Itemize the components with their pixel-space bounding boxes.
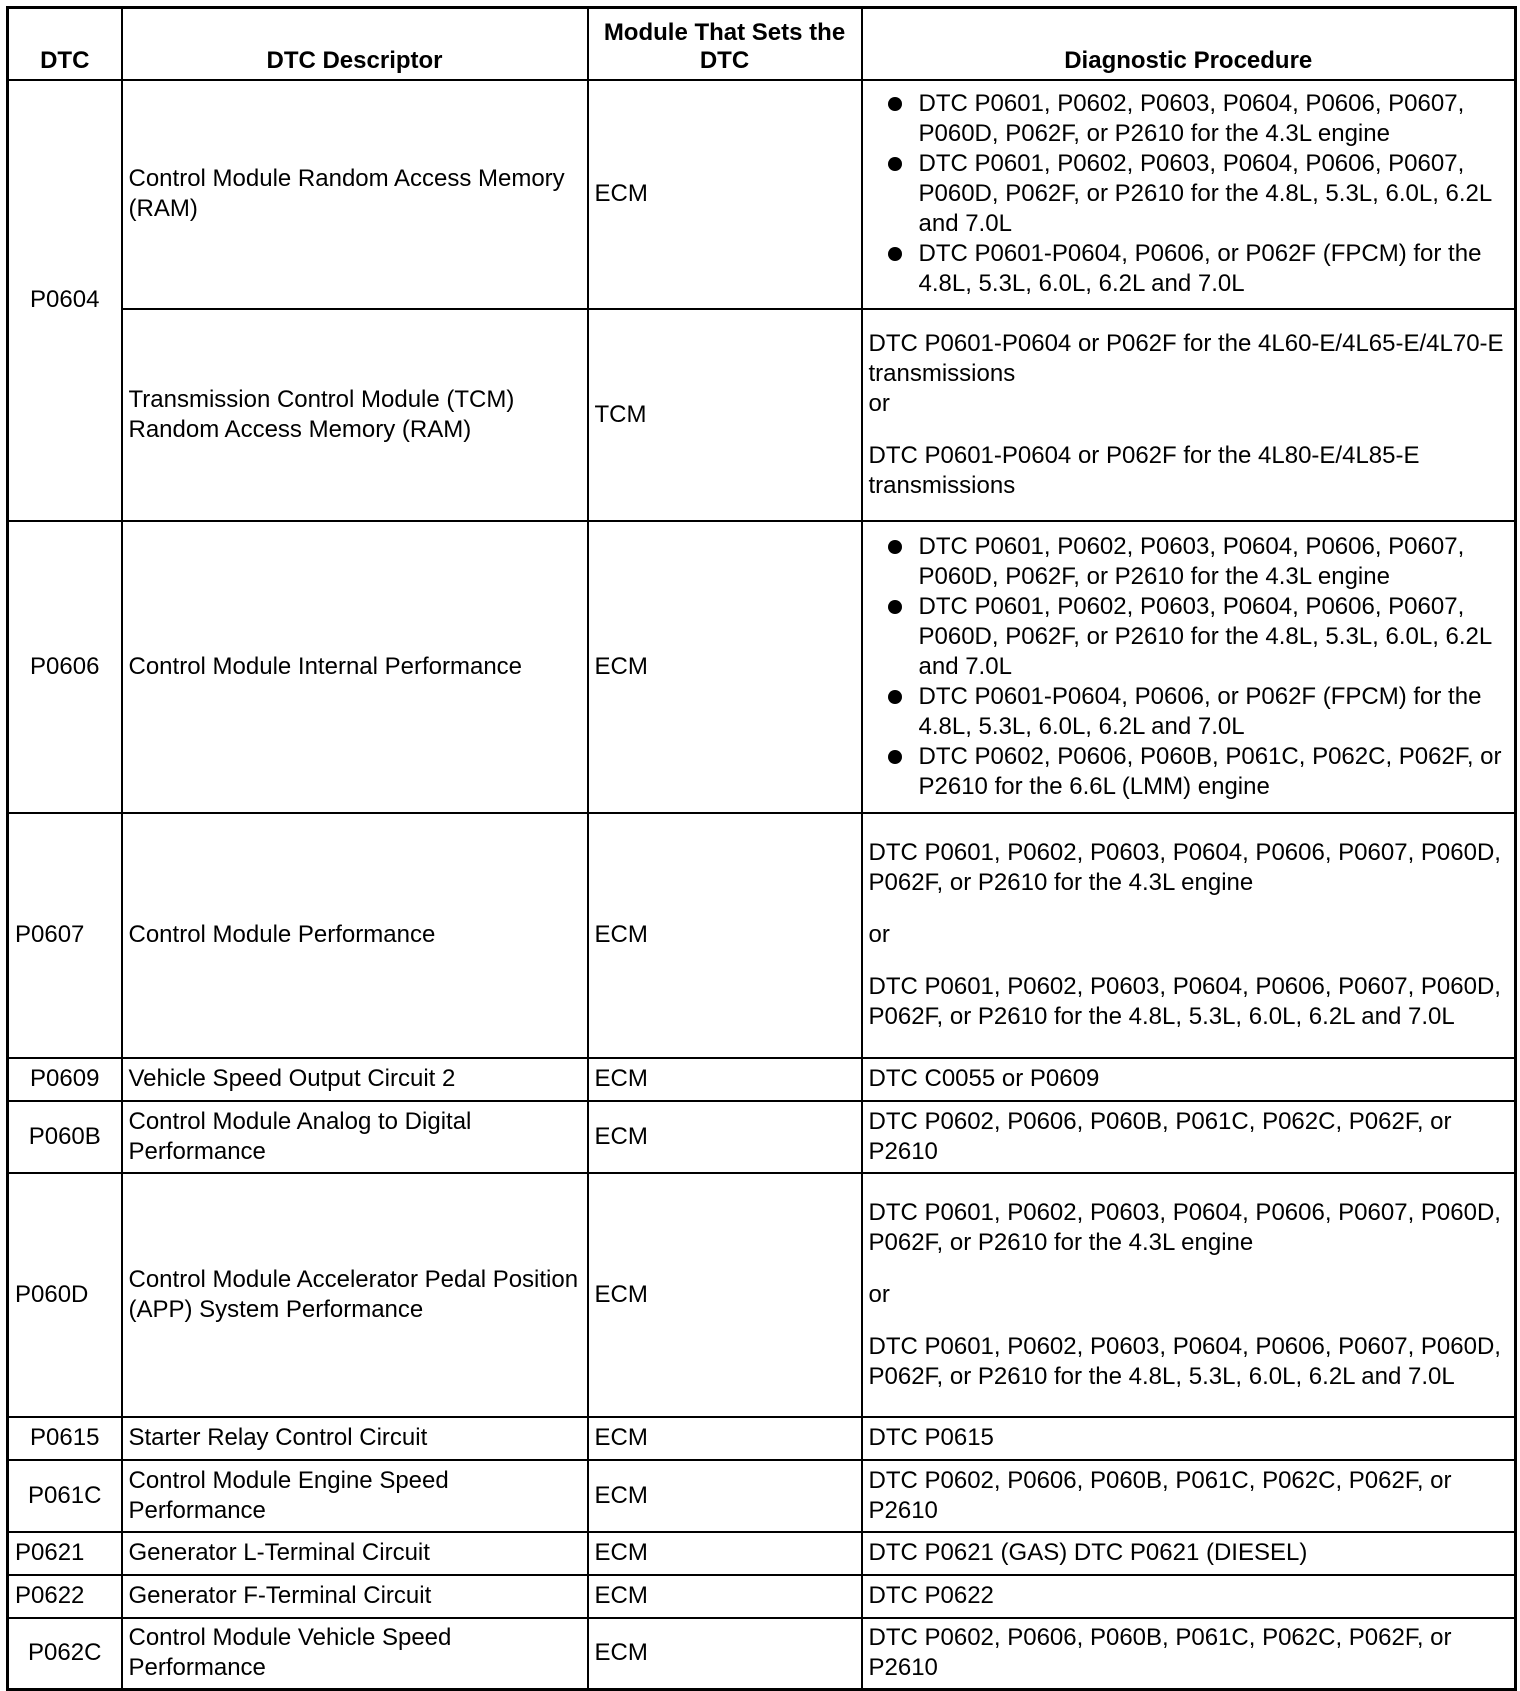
dtc-code: P0606: [8, 521, 122, 813]
procedure-or: or: [868, 1280, 890, 1308]
table-row: [8, 1173, 1516, 1417]
dtc-module: ECM: [588, 1460, 862, 1532]
table-row: [8, 1575, 1516, 1618]
dtc-code: P0604: [8, 80, 122, 521]
dtc-module: ECM: [588, 813, 862, 1058]
dtc-descriptor: Control Module Internal Performance: [122, 521, 588, 813]
dtc-code: P061C: [8, 1460, 122, 1532]
dtc-descriptor: Transmission Control Module (TCM) Random Access Memory (RAM): [122, 309, 588, 521]
table-row: [8, 1058, 1516, 1101]
procedure-or: or: [868, 389, 890, 417]
dtc-module: ECM: [588, 521, 862, 813]
diagnostic-procedure: DTC P0602, P0606, P060B, P061C, P062C, P062F, or P2610: [862, 1460, 1516, 1532]
dtc-descriptor: Control Module Vehicle Speed Performance: [122, 1618, 588, 1690]
diagnostic-procedure: [862, 1173, 1516, 1417]
procedure-text: DTC P0601, P0602, P0603, P0604, P0606, P0607, P060D, P062F, or P2610 for the 4.8L, 5.3L, 6.0L, 6.2L and 7.0L: [868, 973, 1501, 1030]
dtc-descriptor: Starter Relay Control Circuit: [122, 1417, 588, 1460]
table-row: [8, 80, 1516, 309]
dtc-code: P060B: [8, 1101, 122, 1173]
procedure-bullet: DTC P0601, P0602, P0603, P0604, P0606, P0607, P060D, P062F, or P2610 for the 4.3L engine: [919, 89, 1509, 149]
dtc-code: P0607: [8, 813, 122, 1058]
procedure-bullet: DTC P0601-P0604, P0606, or P062F (FPCM) for the 4.8L, 5.3L, 6.0L, 6.2L and 7.0L: [919, 239, 1509, 299]
diagnostic-procedure: DTC P0622: [862, 1575, 1516, 1618]
dtc-code: P0621: [8, 1532, 122, 1575]
procedure-text: DTC P0601, P0602, P0603, P0604, P0606, P0607, P060D, P062F, or P2610 for the 4.3L engine: [868, 839, 1501, 896]
dtc-descriptor: Control Module Analog to Digital Performance: [122, 1101, 588, 1173]
table-row: [8, 1618, 1516, 1690]
dtc-module: ECM: [588, 1575, 862, 1618]
diagnostic-procedure: [862, 813, 1516, 1058]
dtc-module: ECM: [588, 1532, 862, 1575]
diagnostic-procedure: [862, 309, 1516, 521]
procedure-bullet: DTC P0601, P0602, P0603, P0604, P0606, P0607, P060D, P062F, or P2610 for the 4.3L engine: [919, 532, 1509, 592]
diagnostic-procedure: DTC P0602, P0606, P060B, P061C, P062C, P062F, or P2610: [862, 1618, 1516, 1690]
dtc-module: TCM: [588, 309, 862, 521]
dtc-code: P062C: [8, 1618, 122, 1690]
dtc-table: [6, 6, 1517, 1691]
dtc-module: ECM: [588, 1618, 862, 1690]
dtc-code: P060D: [8, 1173, 122, 1417]
dtc-descriptor: Control Module Performance: [122, 813, 588, 1058]
header-descriptor: DTC Descriptor: [122, 8, 588, 80]
procedure-or: or: [868, 921, 890, 948]
procedure-text: DTC P0601-P0604 or P062F for the 4L80-E/4L85-E transmissions: [868, 441, 1420, 499]
header-procedure: Diagnostic Procedure: [862, 8, 1516, 80]
diagnostic-procedure: DTC P0615: [862, 1417, 1516, 1460]
header-row: [8, 8, 1516, 80]
dtc-module: ECM: [588, 1417, 862, 1460]
diagnostic-procedure: DTC P0621 (GAS) DTC P0621 (DIESEL): [862, 1532, 1516, 1575]
table-row: [8, 1101, 1516, 1173]
dtc-descriptor: Control Module Random Access Memory (RAM): [122, 80, 588, 309]
dtc-descriptor: Generator L-Terminal Circuit: [122, 1532, 588, 1575]
dtc-code: P0609: [8, 1058, 122, 1101]
dtc-descriptor: Vehicle Speed Output Circuit 2: [122, 1058, 588, 1101]
dtc-descriptor: Control Module Accelerator Pedal Position (APP) System Performance: [122, 1173, 588, 1417]
procedure-text: DTC P0601, P0602, P0603, P0604, P0606, P0607, P060D, P062F, or P2610 for the 4.8L, 5.3L, 6.0L, 6.2L and 7.0L: [868, 1332, 1501, 1390]
table-row: [8, 521, 1516, 813]
table-row: [8, 1532, 1516, 1575]
dtc-module: ECM: [588, 80, 862, 309]
table-row: [8, 1460, 1516, 1532]
diagnostic-procedure: DTC P0602, P0606, P060B, P061C, P062C, P062F, or P2610: [862, 1101, 1516, 1173]
procedure-bullet: DTC P0601, P0602, P0603, P0604, P0606, P0607, P060D, P062F, or P2610 for the 4.8L, 5.3L, 6.0L, 6.2L and 7.0L: [919, 592, 1509, 682]
procedure-bullet: DTC P0601-P0604, P0606, or P062F (FPCM) for the 4.8L, 5.3L, 6.0L, 6.2L and 7.0L: [919, 682, 1509, 742]
procedure-text: DTC P0601, P0602, P0603, P0604, P0606, P0607, P060D, P062F, or P2610 for the 4.3L engine: [868, 1198, 1501, 1256]
dtc-code: P0615: [8, 1417, 122, 1460]
diagnostic-procedure: [862, 80, 1516, 309]
dtc-module: ECM: [588, 1101, 862, 1173]
procedure-text: DTC P0601-P0604 or P062F for the 4L60-E/4L65-E/4L70-E transmissions: [868, 329, 1504, 387]
table-row: [8, 1417, 1516, 1460]
header-module: Module That Sets the DTC: [588, 8, 862, 80]
procedure-bullet: DTC P0601, P0602, P0603, P0604, P0606, P0607, P060D, P062F, or P2610 for the 4.8L, 5.3L, 6.0L, 6.2L and 7.0L: [919, 149, 1509, 239]
dtc-code: P0622: [8, 1575, 122, 1618]
table-row: [8, 813, 1516, 1058]
header-dtc: DTC: [8, 8, 122, 80]
dtc-descriptor: Generator F-Terminal Circuit: [122, 1575, 588, 1618]
dtc-descriptor: Control Module Engine Speed Performance: [122, 1460, 588, 1532]
table-row: [8, 309, 1516, 521]
procedure-bullet: DTC P0602, P0606, P060B, P061C, P062C, P062F, or P2610 for the 6.6L (LMM) engine: [919, 742, 1509, 802]
dtc-module: ECM: [588, 1058, 862, 1101]
dtc-module: ECM: [588, 1173, 862, 1417]
diagnostic-procedure: [862, 521, 1516, 813]
diagnostic-procedure: DTC C0055 or P0609: [862, 1058, 1516, 1101]
